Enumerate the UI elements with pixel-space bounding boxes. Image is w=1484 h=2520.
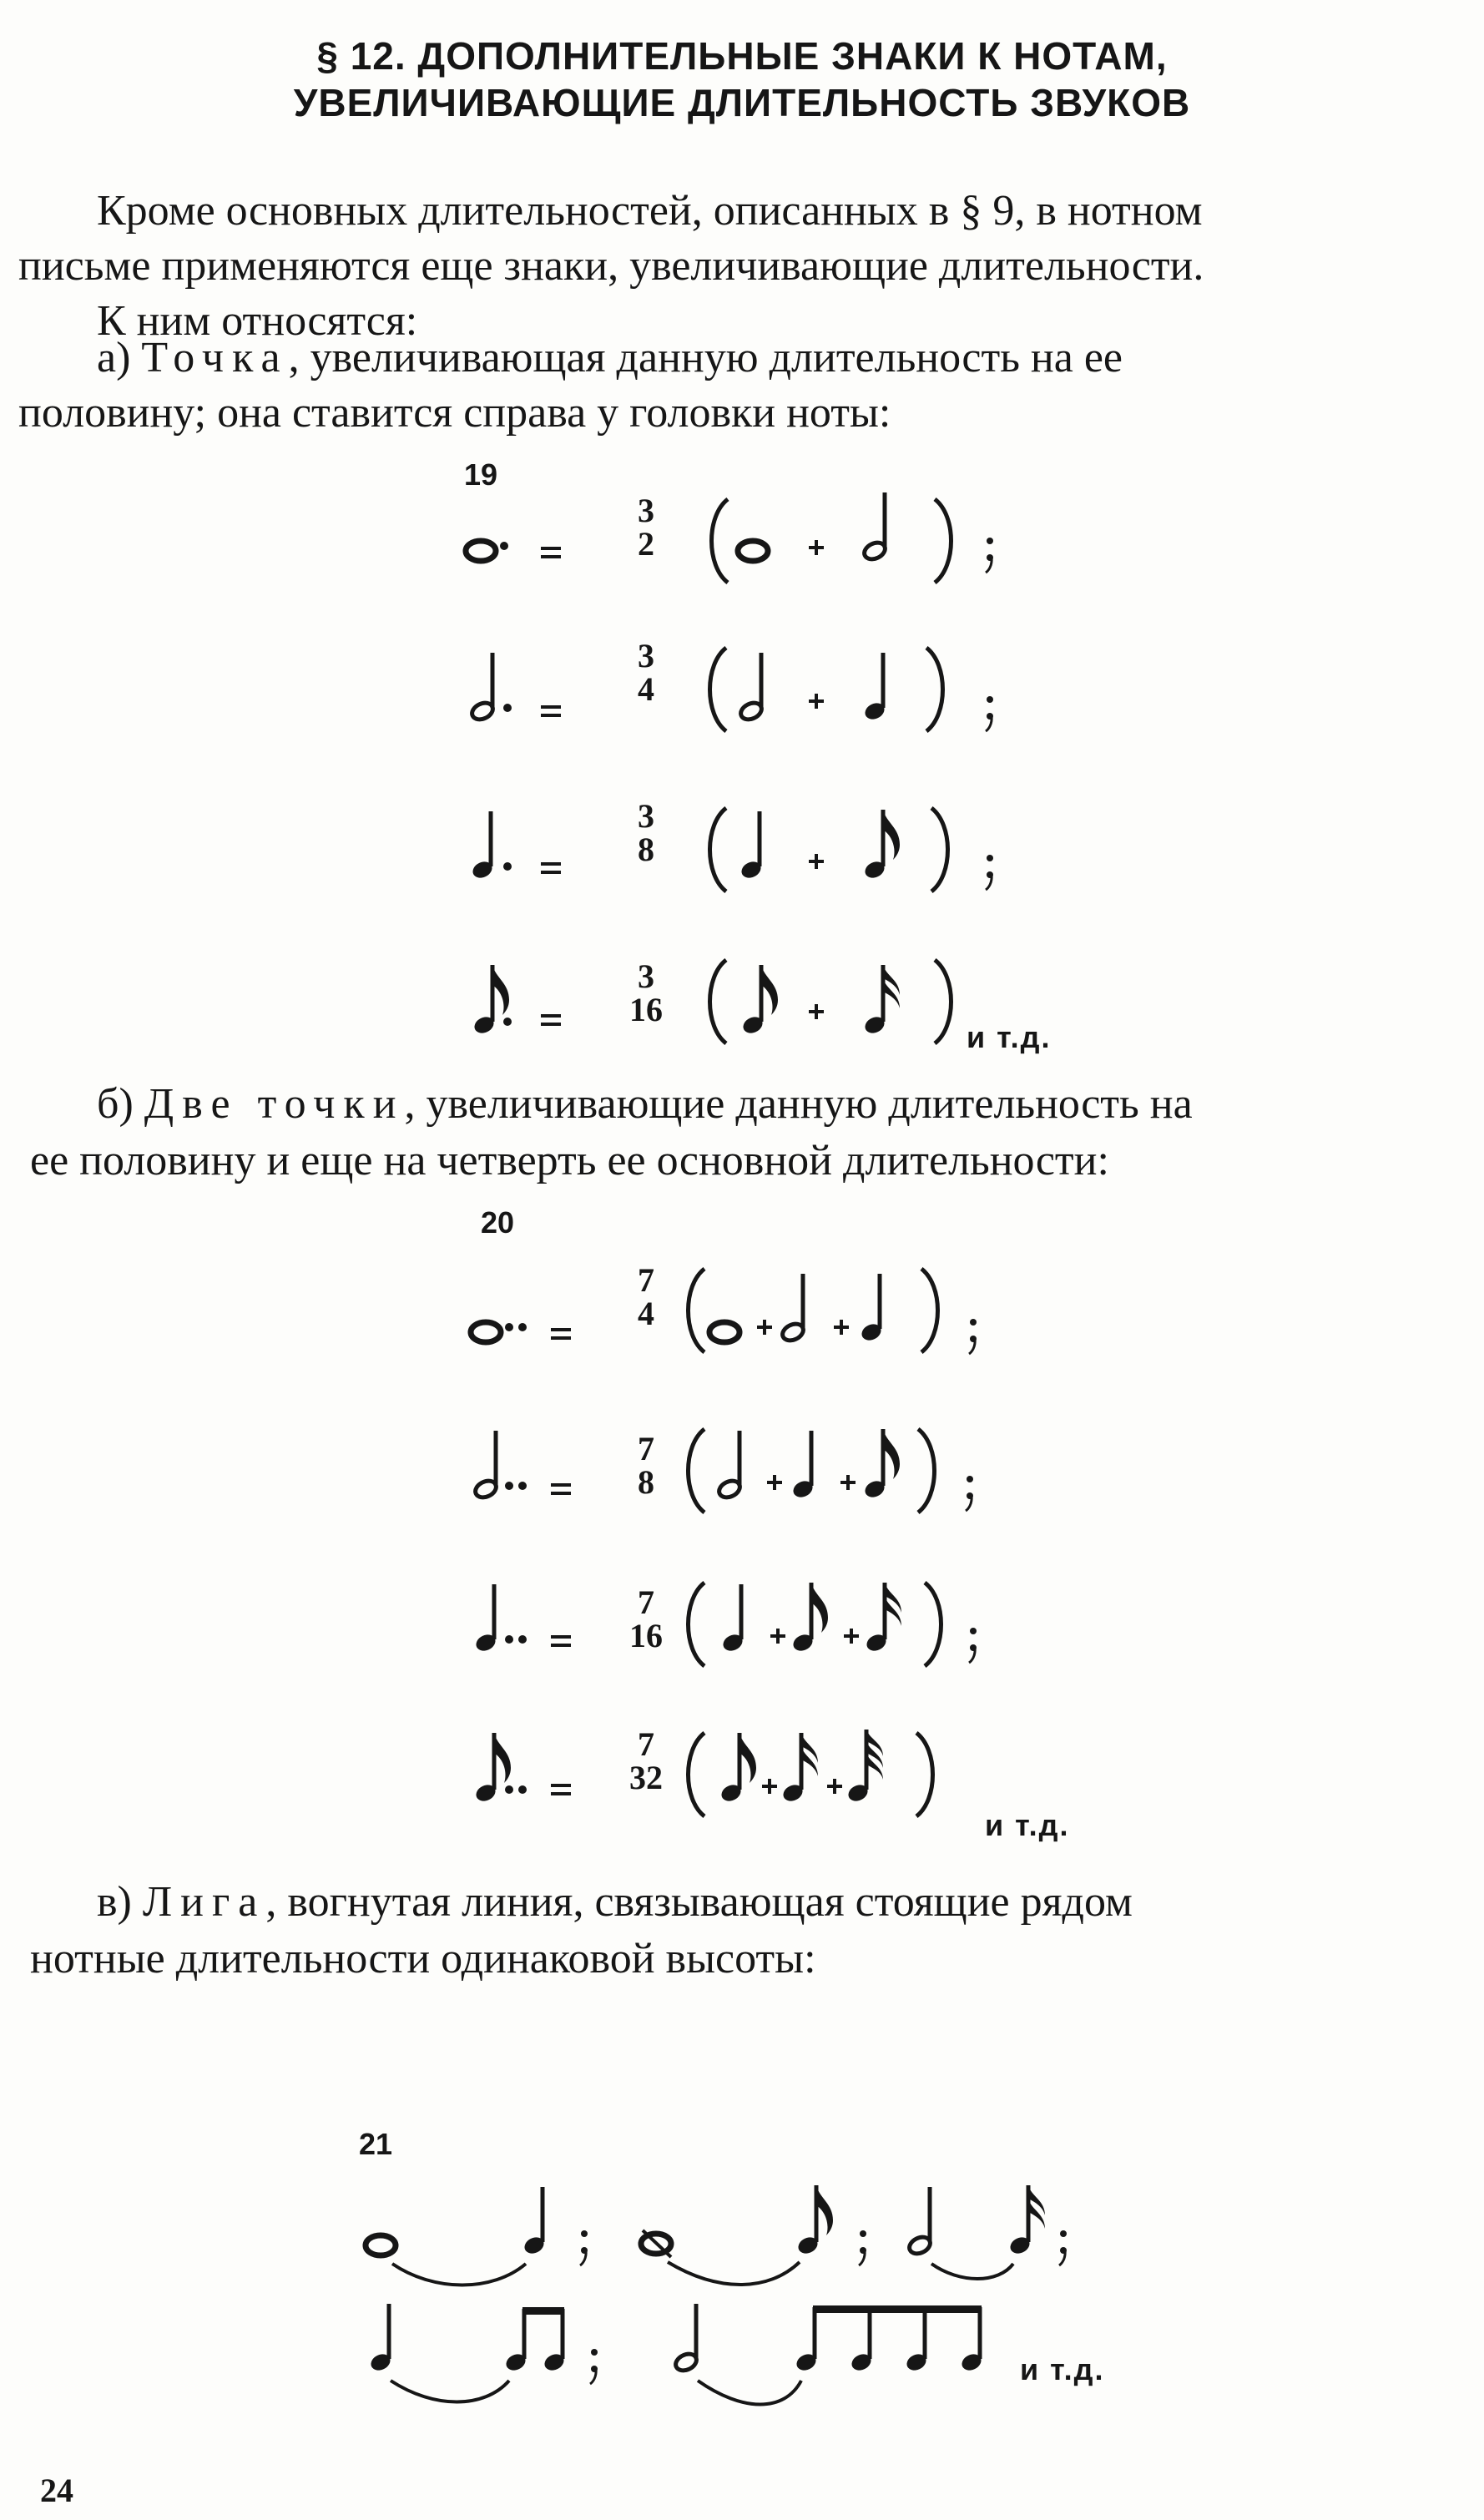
parenthesis-icon <box>689 1733 705 1816</box>
quarter-note-icon <box>862 653 886 722</box>
whole-note-icon <box>471 1322 501 1342</box>
plus-icon <box>834 1320 849 1335</box>
half-note-icon <box>906 2187 932 2257</box>
tie-arc-icon <box>391 2381 509 2402</box>
half-note-icon <box>469 653 495 723</box>
eighth-note-icon <box>790 1583 828 1654</box>
plus-icon <box>809 540 824 555</box>
quarter-note-icon <box>859 1274 883 1343</box>
section-heading-line-2: УВЕЛИЧИВАЮЩИЕ ДЛИТЕЛЬНОСТЬ ЗВУКОВ <box>293 81 1191 124</box>
item-b-marker: б) <box>97 1080 134 1128</box>
equals-icon <box>551 1328 571 1340</box>
dot-icon <box>518 1482 527 1490</box>
parenthesis-icon <box>921 1269 938 1352</box>
parenthesis-icon <box>689 1269 705 1352</box>
item-b-line-2: ее половину и еще на четверть ее основной длительности: <box>30 1137 1109 1184</box>
plus-icon <box>767 1475 782 1490</box>
eighth-note-icon <box>862 1429 900 1500</box>
ex19-row-2 <box>469 648 993 731</box>
tie-arc-icon <box>668 2262 800 2285</box>
dot-icon <box>518 1785 527 1794</box>
eighth-note-icon <box>740 965 778 1036</box>
sixteenth-note-icon <box>1007 2185 1045 2256</box>
plus-icon <box>757 1320 772 1335</box>
plus-icon <box>809 854 824 869</box>
plus-icon <box>762 1779 777 1794</box>
plus-icon <box>770 1629 785 1644</box>
item-a-line-1-rest: , увеличивающая данную длительность на ее <box>288 334 1123 381</box>
semicolon-icon <box>859 2230 866 2265</box>
dot-icon <box>503 704 512 712</box>
semicolon-icon <box>1059 2230 1067 2265</box>
quarter-note-icon <box>470 811 494 881</box>
plus-icon <box>809 1004 824 1019</box>
dot-icon <box>500 542 508 550</box>
ex20-row-4 <box>473 1725 932 1816</box>
whole-note-icon <box>366 2235 396 2255</box>
equals-icon <box>541 705 561 717</box>
semicolon-icon <box>969 1319 977 1354</box>
semicolon-icon <box>969 1628 977 1663</box>
half-note-icon <box>673 2304 699 2374</box>
sixteenth-note-icon <box>862 965 900 1036</box>
equals-icon <box>541 1014 561 1026</box>
parenthesis-icon <box>710 960 727 1043</box>
ex19-row-3 <box>470 808 993 891</box>
whole-note-icon <box>709 1322 739 1342</box>
dot-icon <box>505 1785 513 1794</box>
ex20-row4-fraction: 7 32 <box>629 1725 663 1796</box>
item-a-line-2: половину; она ставится справа у головки ноты: <box>18 389 891 437</box>
example-21-number: 21 <box>359 2127 393 2161</box>
item-b-line-1-rest: , увеличивающие данную длительность на <box>404 1080 1193 1128</box>
eighth-note-icon <box>862 810 900 881</box>
item-b-term: Две точки <box>144 1080 405 1128</box>
ex21-row-1 <box>366 2185 1067 2285</box>
parenthesis-icon <box>916 1733 933 1816</box>
quarter-note-icon <box>720 1584 745 1654</box>
equals-icon <box>551 1784 571 1795</box>
equals-icon <box>541 862 561 874</box>
parenthesis-icon <box>935 499 951 583</box>
parenthesis-icon <box>931 808 948 891</box>
item-c-marker: в) <box>97 1878 132 1926</box>
tie-arc-icon <box>698 2381 801 2405</box>
parenthesis-icon <box>710 808 727 891</box>
item-c-line-2: нотные длительности одинаковой высоты: <box>30 1935 816 1982</box>
beamed-eighths-icon <box>503 2307 566 2373</box>
ex19-row2-fraction: 3 4 <box>638 637 654 708</box>
half-note-icon <box>780 1274 805 1344</box>
beamed-group-icon <box>794 2305 983 2373</box>
item-c-term: Лига <box>142 1878 266 1926</box>
dot-icon <box>505 1482 513 1490</box>
equals-icon <box>541 547 561 558</box>
semicolon-icon <box>590 2349 598 2384</box>
ex20-row1-fraction: 7 4 <box>638 1261 654 1332</box>
item-c-line-1-rest: , вогнутая линия, связывающая стоящие рядом <box>265 1878 1133 1926</box>
ex19-row-1 <box>466 492 993 583</box>
eighth-note-icon <box>473 1733 511 1804</box>
item-a-marker: а) <box>97 334 131 381</box>
plus-icon <box>840 1475 856 1490</box>
quarter-note-icon <box>473 1584 497 1654</box>
semicolon-icon <box>966 1476 973 1511</box>
dot-icon <box>505 1635 513 1644</box>
plus-icon <box>844 1629 859 1644</box>
quarter-note-icon <box>739 811 763 881</box>
eighth-note-icon <box>795 2185 833 2256</box>
dot-icon <box>505 1323 513 1331</box>
semicolon-icon <box>986 538 993 573</box>
ex20-row-1 <box>471 1269 977 1354</box>
quarter-note-icon <box>790 1431 815 1500</box>
ex19-row3-fraction: 3 8 <box>638 797 654 868</box>
equals-icon <box>551 1635 571 1647</box>
intro-line-2: письме применяются еще знаки, увеличивающие длительности. <box>18 242 1204 290</box>
ex19-row1-fraction: 3 2 <box>638 492 654 563</box>
example-19-number: 19 <box>464 457 498 492</box>
half-note-icon <box>738 653 764 723</box>
parenthesis-icon <box>689 1429 705 1513</box>
ex19-row4-fraction: 3 16 <box>629 957 663 1028</box>
half-note-icon <box>716 1431 742 1501</box>
ex20-row-2 <box>472 1429 973 1513</box>
ex20-row-3 <box>473 1583 977 1666</box>
parenthesis-icon <box>710 648 727 731</box>
half-note-icon <box>472 1431 498 1501</box>
example-20-number: 20 <box>481 1205 515 1240</box>
thirty-second-note-icon <box>845 1730 883 1804</box>
ex20-row3-fraction: 7 16 <box>629 1583 663 1654</box>
parenthesis-icon <box>712 499 729 583</box>
plus-icon <box>809 694 824 709</box>
dot-icon <box>503 1018 512 1026</box>
ex21-etc: и т.д. <box>1020 2352 1105 2386</box>
ex20-row2-fraction: 7 8 <box>638 1430 654 1501</box>
ex19-etc: и т.д. <box>967 1020 1052 1054</box>
page-number: 24 <box>40 2472 73 2509</box>
tie-arc-icon <box>931 2264 1013 2279</box>
dot-icon <box>518 1635 527 1644</box>
intro-line-3: К ним относятся: <box>97 297 418 345</box>
sixteenth-note-icon <box>780 1733 818 1804</box>
quarter-note-icon <box>368 2304 392 2373</box>
plus-icon <box>827 1779 842 1794</box>
parenthesis-icon <box>926 648 943 731</box>
semicolon-icon <box>986 855 993 890</box>
item-a-term: Точка <box>141 334 289 381</box>
sixteenth-note-icon <box>864 1583 901 1654</box>
dot-icon <box>518 1323 527 1331</box>
intro-line-1: Кроме основных длительностей, описанных в § 9, в нотном <box>97 187 1203 235</box>
half-note-icon <box>861 492 887 563</box>
dot-icon <box>503 862 512 871</box>
whole-note-icon <box>466 541 496 561</box>
semicolon-icon <box>986 696 993 731</box>
whole-note-icon <box>738 541 768 561</box>
parenthesis-icon <box>918 1429 935 1513</box>
parenthesis-icon <box>935 960 951 1043</box>
tie-arc-icon <box>392 2264 526 2285</box>
ex21-row-2 <box>368 2304 983 2405</box>
ex19-row-4 <box>472 957 951 1043</box>
equals-icon <box>551 1483 571 1495</box>
ex20-etc: и т.д. <box>985 1808 1070 1842</box>
eighth-note-icon <box>719 1733 756 1804</box>
eighth-note-icon <box>472 965 509 1036</box>
quarter-note-icon <box>522 2187 546 2256</box>
section-heading-line-1: § 12. ДОПОЛНИТЕЛЬНЫЕ ЗНАКИ К НОТАМ, <box>316 34 1168 78</box>
parenthesis-icon <box>925 1583 941 1666</box>
parenthesis-icon <box>689 1583 705 1666</box>
semicolon-icon <box>580 2230 588 2265</box>
